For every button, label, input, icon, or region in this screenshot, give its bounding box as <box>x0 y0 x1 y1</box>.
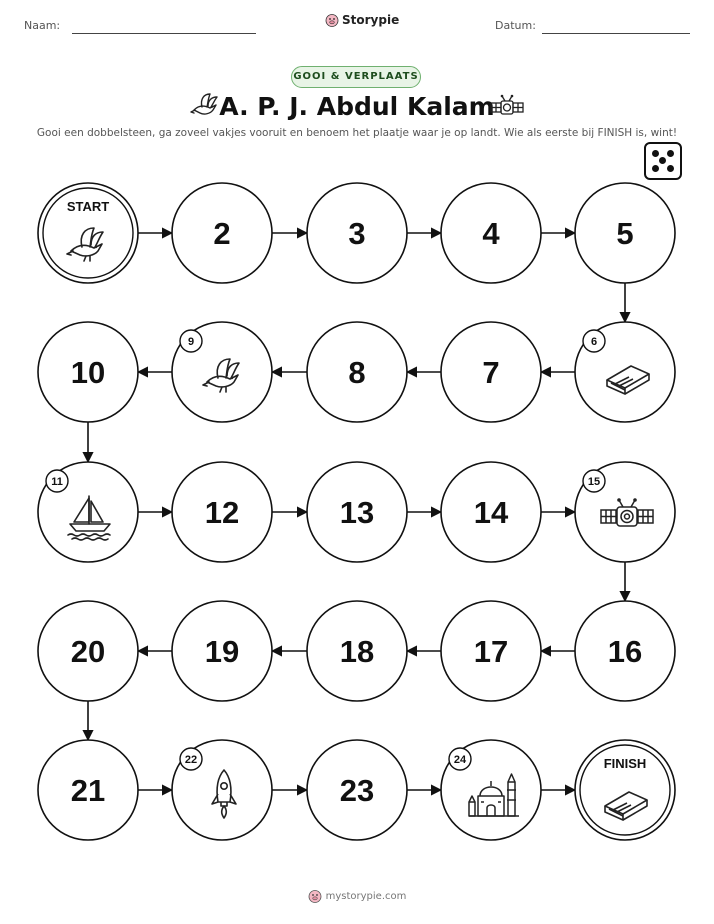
cell-number: 10 <box>70 355 106 390</box>
board-cell <box>575 462 675 562</box>
board-cell <box>575 601 675 701</box>
cell-label: START <box>66 199 110 214</box>
board-cell <box>441 462 541 562</box>
cell-number: 18 <box>339 634 375 669</box>
cell-number: 8 <box>348 355 366 390</box>
board-cell <box>172 462 272 562</box>
board-cell <box>441 183 541 283</box>
board-cell <box>172 740 272 840</box>
board-cell <box>172 322 272 422</box>
cell-number: 6 <box>590 336 598 348</box>
cell-number: 5 <box>616 216 634 251</box>
board-cell <box>441 740 541 840</box>
cell-number: 2 <box>213 216 231 251</box>
date-label: Datum: <box>495 19 536 32</box>
cell-number: 15 <box>587 476 601 488</box>
board-cells <box>38 183 675 840</box>
page-title: A. P. J. Abdul Kalam <box>219 92 495 121</box>
board-cell <box>307 740 407 840</box>
game-type-badge: GOOI & VERPLAATS <box>291 66 421 88</box>
cell-circle <box>38 183 138 283</box>
cell-number: 4 <box>482 216 500 251</box>
brand-name: Storypie <box>342 13 400 27</box>
board-cell <box>172 183 272 283</box>
board-cell <box>575 322 675 422</box>
cell-number: 14 <box>473 495 509 530</box>
instructions: Gooi een dobbelsteen, ga zoveel vakjes vooruit en benoem het plaatje waar je op landt. Wie als eerste bij FINISH is, wint! <box>36 127 678 139</box>
board-cell <box>307 601 407 701</box>
cell-number: 23 <box>339 773 375 808</box>
board-cell <box>307 462 407 562</box>
cell-number: 24 <box>453 754 467 766</box>
cell-number: 9 <box>187 336 195 348</box>
pig-icon <box>308 889 322 903</box>
board-cell <box>38 322 138 422</box>
board-cell <box>38 740 138 840</box>
cell-number: 19 <box>204 634 240 669</box>
cell-number: 12 <box>204 495 240 530</box>
cell-number: 22 <box>184 754 198 766</box>
board-cell <box>575 183 675 283</box>
name-label: Naam: <box>24 19 61 32</box>
cell-number: 13 <box>339 495 375 530</box>
cell-number: 3 <box>348 216 366 251</box>
board-cell <box>307 322 407 422</box>
footer <box>0 889 714 903</box>
board-cell <box>307 183 407 283</box>
cell-number: 17 <box>473 634 509 669</box>
footer-url: mystorypie.com <box>325 890 407 902</box>
board-cell <box>172 601 272 701</box>
cell-number: 21 <box>70 773 106 808</box>
board-cell <box>38 601 138 701</box>
cell-number: 20 <box>70 634 106 669</box>
board-cell <box>38 462 138 562</box>
board-cell <box>575 740 675 840</box>
board-cell <box>441 601 541 701</box>
board-cell <box>441 322 541 422</box>
cell-label: FINISH <box>603 756 647 771</box>
cell-circle <box>575 740 675 840</box>
board-cell <box>38 183 138 283</box>
cell-number: 11 <box>51 476 63 488</box>
cell-number: 16 <box>607 634 643 669</box>
cell-number: 7 <box>482 355 500 390</box>
